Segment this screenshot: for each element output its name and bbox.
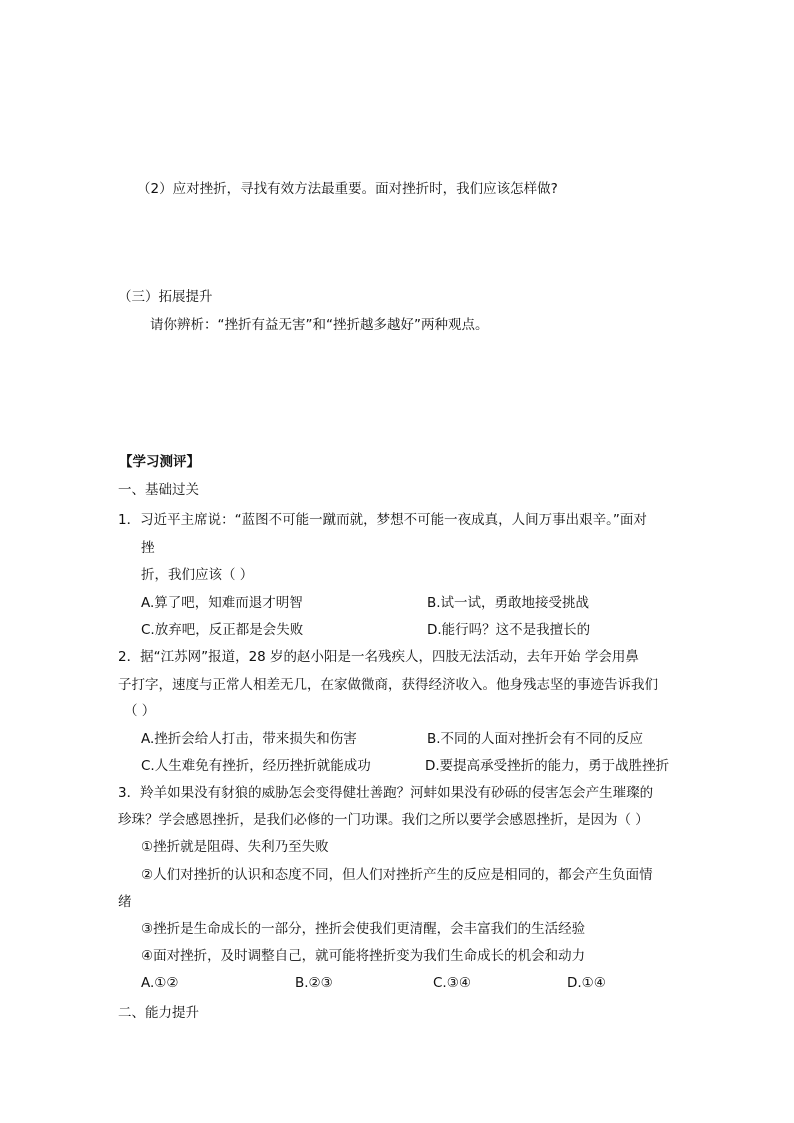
- q2-option-a: A.挫折会给人打击，带来损失和伤害: [141, 731, 357, 747]
- q3-statement-2-line2: 绪: [118, 894, 132, 910]
- q3-option-a: A.①②: [141, 975, 179, 991]
- q2-stem-line1: 2．据“江苏网”报道，28 岁的赵小阳是一名残疾人，四肢无法活动，去年开始 学会用鼻: [118, 649, 639, 665]
- q1-stem-line3: 折，我们应该（ ）: [141, 567, 254, 583]
- q3-statement-2-line1: ②人们对挫折的认识和态度不同，但人们对挫折产生的反应是相同的，都会产生负面情: [141, 867, 653, 883]
- q2-option-b: B.不同的人面对挫折会有不同的反应: [427, 731, 644, 747]
- q2-stem-line2: 子打字，速度与正常人相差无几，在家做微商，获得经济收入。他身残志坚的事迹告诉我们: [118, 677, 658, 693]
- q1-option-a: A.算了吧，知难而退才明智: [141, 595, 303, 611]
- assessment-heading: 【学习测评】: [119, 454, 200, 470]
- q3-stem-line1: 3．羚羊如果没有豺狼的威胁怎会变得健壮善跑？河蚌如果没有砂砾的侵害怎会产生璀璨的: [118, 785, 654, 801]
- q2-stem-line3: （ ）: [124, 703, 156, 719]
- q1-option-b: B.试一试，勇敢地接受挑战: [427, 595, 590, 611]
- q2-option-d: D.要提高承受挫折的能力，勇于战胜挫折: [425, 758, 670, 774]
- q1-option-d: D.能行吗？这不是我擅长的: [427, 622, 591, 638]
- extension-heading: （三）拓展提升: [118, 289, 213, 305]
- q1-option-c: C.放弃吧，反正都是会失败: [141, 622, 304, 638]
- q1-stem-line1: 1．习近平主席说：“蓝图不可能一蹴而就，梦想不可能一夜成真，人间万事出艰辛。”面对: [118, 512, 647, 528]
- extension-prompt: 请你辨析：“挫折有益无害”和“挫折越多越好”两种观点。: [150, 317, 489, 333]
- q2-option-c: C.人生难免有挫折，经历挫折就能成功: [141, 758, 371, 774]
- q3-stem-line2: 珍珠？学会感恩挫折，是我们必修的一门功课。我们之所以要学会感恩挫折，是因为（ ）: [118, 812, 649, 828]
- q3-option-b: B.②③: [295, 975, 333, 991]
- q3-statement-4: ④面对挫折，及时调整自己，就可能将挫折变为我们生命成长的机会和动力: [141, 948, 586, 964]
- q1-stem-line2: 挫: [141, 540, 155, 556]
- q3-option-c: C.③④: [433, 975, 471, 991]
- q3-statement-3: ③挫折是生命成长的一部分，挫折会使我们更清醒，会丰富我们的生活经验: [141, 921, 586, 937]
- section-ability: 二、能力提升: [118, 1005, 199, 1021]
- question-2-prompt: （2）应对挫折，寻找有效方法最重要。面对挫折时，我们应该怎样做?: [137, 181, 558, 197]
- q3-statement-1: ①挫折就是阻碍、失利乃至失败: [141, 839, 329, 855]
- q3-option-d: D.①④: [567, 975, 606, 991]
- section-basic: 一、基础过关: [118, 482, 199, 498]
